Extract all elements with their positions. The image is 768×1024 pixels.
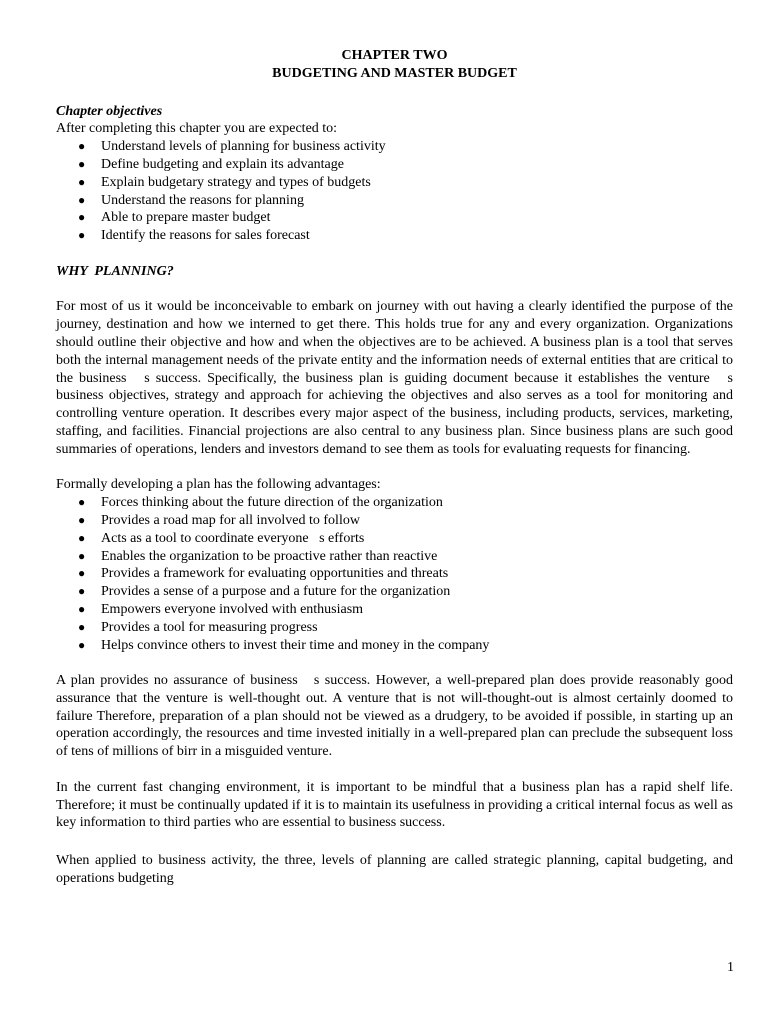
list-item: ● Empowers everyone involved with enthusiasm [78, 601, 364, 617]
list-item: ● Provides a sense of a purpose and a future for the organization [78, 584, 451, 600]
bullet-icon: ● [78, 174, 86, 189]
bullet-icon: ● [78, 548, 86, 563]
list-item: ● Provides a road map for all involved to follow [78, 512, 360, 528]
bullet-icon: ● [78, 192, 86, 207]
bullet-icon: ● [78, 566, 86, 581]
objectives-intro: After completing this chapter you are expected to: [56, 121, 338, 137]
objectives-list [56, 138, 733, 245]
bullet-icon: ● [78, 637, 86, 652]
why-planning-heading: WHY PLANNING? [56, 263, 174, 279]
list-item: ● Explain budgetary strategy and types of budgets [78, 174, 371, 190]
list-item: ● Understand the reasons for planning [78, 192, 304, 208]
document-page [56, 47, 733, 888]
advantages-list [56, 494, 733, 654]
list-item: ● Understand levels of planning for business activity [78, 139, 386, 155]
assurance-paragraph: A plan provides no assurance of business s success. However, a well-prepared plan does provide reasonably good assurance that the venture is well-thought out. A venture that is not will-thought-out is almost certainly doomed to failure Therefore, preparation of a plan should not be viewed as a drudgery, to be avoided if possible, in starting up an operation accordingly, the resources and time invested initially in a well-prepared plan can preclude the subsequent loss of tens of millions of birr in a misguided venture. [56, 673, 733, 760]
bullet-icon: ● [78, 584, 86, 599]
bullet-icon: ● [78, 530, 86, 545]
bullet-icon: ● [78, 619, 86, 634]
list-item: ● Enables the organization to be proactive rather than reactive [78, 548, 438, 564]
list-item: ● Able to prepare master budget [78, 210, 271, 226]
list-item: ● Helps convince others to invest their time and money in the company [78, 637, 490, 653]
chapter-title: BUDGETING AND MASTER BUDGET [272, 65, 517, 81]
list-item: ● Forces thinking about the future direction of the organization [78, 495, 443, 511]
planning-levels-paragraph: When applied to business activity, the three, levels of planning are called strategic planning, capital budgeting, and operations budgeting [56, 853, 733, 887]
chapter-number: CHAPTER TWO [341, 48, 448, 63]
list-item: ● Define budgeting and explain its advantage [78, 156, 344, 172]
bullet-icon: ● [78, 210, 86, 225]
page-number: 1 [727, 960, 734, 975]
environment-paragraph: In the current fast changing environment, it is important to be mindful that a business plan has a rapid shelf life. Therefore; it must be continually updated if it is to maintain its usefulness in providing a critical internal focus as well as key information to third parties who are essential to business success. [56, 779, 733, 831]
bullet-icon: ● [78, 228, 86, 243]
advantages-intro: Formally developing a plan has the following advantages: [56, 477, 381, 493]
list-item: ● Provides a framework for evaluating opportunities and threats [78, 566, 449, 582]
bullet-icon: ● [78, 495, 86, 510]
objectives-heading: Chapter objectives [56, 103, 163, 119]
bullet-icon: ● [78, 512, 86, 527]
bullet-icon: ● [78, 139, 86, 154]
bullet-icon: ● [78, 156, 86, 171]
list-item: ● Provides a tool for measuring progress [78, 619, 318, 635]
why-planning-paragraph: For most of us it would be inconceivable to embark on journey with out having a clearly identified the purpose of the journey, destination and how we interned to get there. This holds true for any and every organization. Organizations should outline their objective and how and when the objectives are to be achieved. A business plan is a tool that serves both the internal management needs of the private entity and the information needs of external entities that are critical to the business s success. Specifically, the business plan is guiding document because it establishes the venture s business objectives, strategy and approach for achieving the objectives and also serves as a tool for monitoring and controlling venture operation. It describes every major aspect of the business, including products, services, marketing, staffing, and facilities. Financial projections are also central to any business plan. Since business plans are such good summaries of operations, lenders and investors demand to see them as tools for evaluating requests for financing. [56, 299, 733, 457]
list-item: ● Identify the reasons for sales forecast [78, 228, 310, 244]
list-item: ● Acts as a tool to coordinate everyone s efforts [78, 530, 365, 546]
bullet-icon: ● [78, 601, 86, 616]
